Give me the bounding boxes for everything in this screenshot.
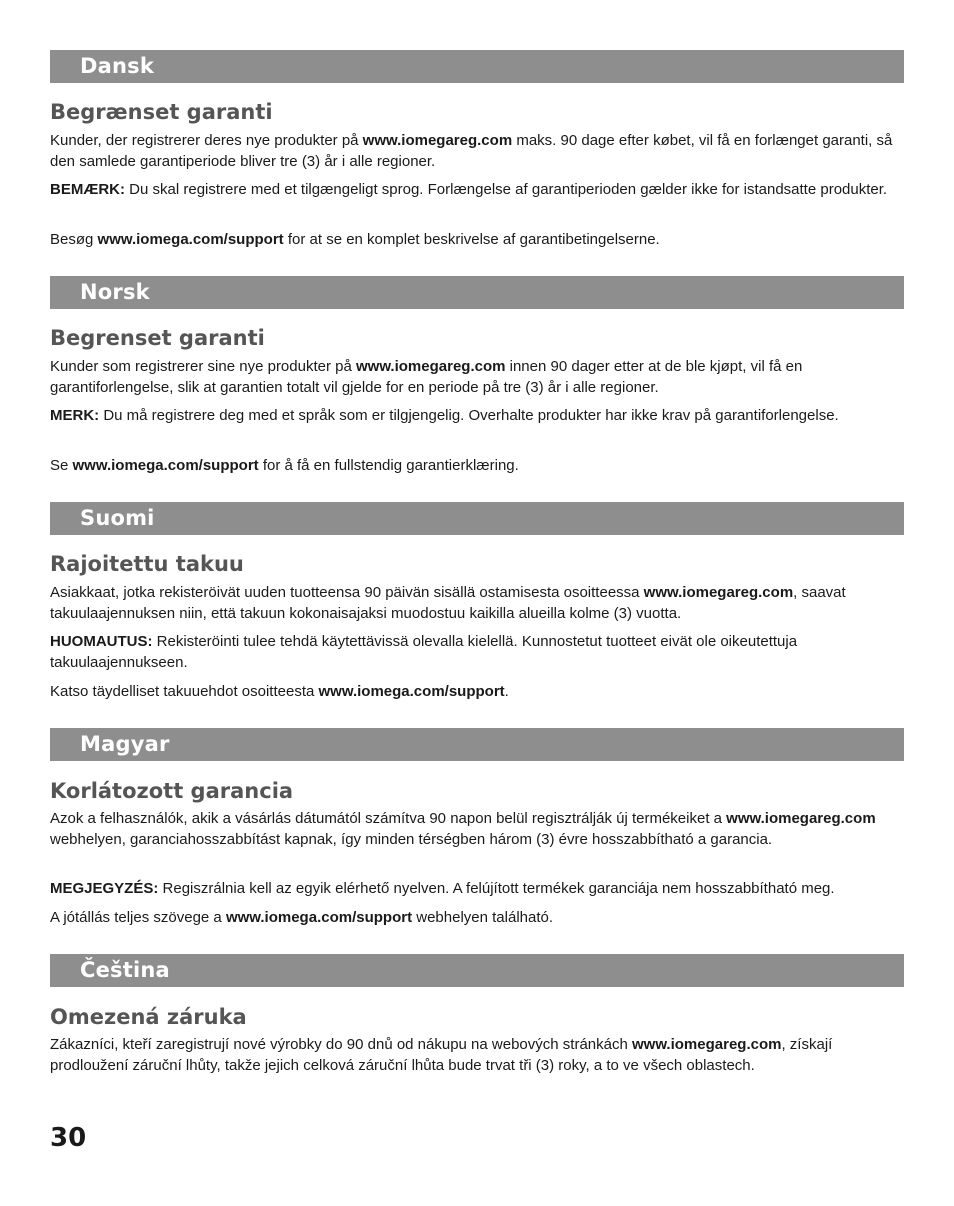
paragraph-norsk-note bbox=[50, 405, 910, 426]
link-iomegareg[interactable]: www.iomegareg.com bbox=[631, 1036, 782, 1053]
text-segment: maks. 90 dage efter købet, vil få en forlænget garanti, så den samlede garantiperiode bliver tre (3) år i alle regioner. bbox=[50, 132, 893, 170]
paragraph-cestina-registration bbox=[50, 1034, 910, 1076]
paragraph-magyar-support bbox=[50, 907, 910, 928]
paragraph-dansk-note bbox=[50, 179, 910, 200]
text-segment: innen 90 dager etter at de ble kjøpt, vil få en garantiforlengelse, slik at garantien totalt vil gjelde for en periode på tre (3) år i alle regioner. bbox=[50, 358, 803, 396]
paragraph-norsk-registration bbox=[50, 356, 910, 398]
link-iomegareg[interactable]: www.iomegareg.com bbox=[643, 584, 794, 601]
text-segment: Asiakkaat, jotka rekisteröivät uuden tuotteensa 90 päivän sisällä ostamisesta osoitteessa bbox=[50, 584, 644, 601]
text-segment: Besøg bbox=[50, 231, 98, 248]
text-segment: for at se en komplet beskrivelse af garantibetingelserne. bbox=[283, 231, 660, 248]
link-iomegareg[interactable]: www.iomegareg.com bbox=[362, 132, 513, 149]
paragraph-suomi-note bbox=[50, 631, 910, 673]
text-segment: Du må registrere deg med et språk som er tilgjengelig. Overhalte produkter har ikke krav på garantiforlengelse. bbox=[99, 407, 839, 424]
text-segment: webhelyen található. bbox=[412, 909, 554, 926]
link-support[interactable]: www.iomega.com/support bbox=[225, 909, 413, 926]
section-header-magyar: Magyar bbox=[50, 728, 904, 761]
text-segment: A jótállás teljes szövege a bbox=[50, 909, 226, 926]
text-segment: Du skal registrere med et tilgængeligt sprog. Forlængelse af garantiperioden gælder ikke for istandsatte produkter. bbox=[125, 181, 888, 198]
text-segment: Katso täydelliset takuuehdot osoitteesta bbox=[50, 683, 319, 700]
note-label: BEMÆRK: bbox=[50, 181, 125, 198]
section-header-cestina: Čeština bbox=[50, 954, 904, 987]
link-support[interactable]: www.iomega.com/support bbox=[97, 231, 284, 248]
link-support[interactable]: www.iomega.com/support bbox=[72, 457, 259, 474]
section-title-dansk: Begrænset garanti bbox=[50, 100, 273, 124]
section-title-suomi: Rajoitettu takuu bbox=[50, 552, 244, 576]
section-title-cestina: Omezená záruka bbox=[50, 1005, 247, 1029]
paragraph-magyar-note bbox=[50, 878, 910, 899]
paragraph-magyar-registration bbox=[50, 808, 910, 850]
text-segment: Regiszrálnia kell az egyik elérhető nyelven. A felújított termékek garanciája nem hosszabbítható meg. bbox=[158, 880, 835, 897]
section-header-suomi: Suomi bbox=[50, 502, 904, 535]
text-segment: Rekisteröinti tulee tehdä käytettävissä olevalla kielellä. Kunnostetut tuotteet eivät ole oikeutettuja takuulaajennukseen. bbox=[50, 633, 798, 671]
paragraph-suomi-support bbox=[50, 681, 910, 702]
section-title-norsk: Begrenset garanti bbox=[50, 326, 265, 350]
section-header-norsk: Norsk bbox=[50, 276, 904, 309]
paragraph-suomi-registration bbox=[50, 582, 910, 624]
section-header-dansk: Dansk bbox=[50, 50, 904, 83]
text-segment: , saavat takuulaajennuksen niin, että takuun kokonaisajaksi muodostuu kaikilla alueilla kolme (3) vuotta. bbox=[50, 584, 846, 622]
link-support[interactable]: www.iomega.com/support bbox=[318, 683, 505, 700]
paragraph-dansk-registration bbox=[50, 130, 910, 172]
text-segment: Se bbox=[50, 457, 73, 474]
text-segment: . bbox=[504, 683, 509, 700]
link-iomegareg[interactable]: www.iomegareg.com bbox=[355, 358, 506, 375]
link-iomegareg[interactable]: www.iomegareg.com bbox=[726, 810, 876, 827]
paragraph-norsk-support bbox=[50, 455, 910, 476]
note-label: MERK: bbox=[50, 407, 100, 424]
text-segment: , získají prodloužení záruční lhůty, takže jejich celková záruční lhůta bude trvat tři (3) roky, a to ve všech oblastech. bbox=[50, 1036, 833, 1074]
note-label: HUOMAUTUS: bbox=[50, 633, 153, 650]
note-label: MEGJEGYZÉS: bbox=[50, 880, 159, 897]
section-title-magyar: Korlátozott garancia bbox=[50, 779, 294, 803]
text-segment: Kunder, der registrerer deres nye produkter på bbox=[50, 132, 363, 149]
text-segment: Kunder som registrerer sine nye produkter på bbox=[50, 358, 356, 375]
page-number: 30 bbox=[50, 1123, 87, 1153]
text-segment: webhelyen, garanciahosszabbítást kapnak, így minden térségben három (3) évre hosszabbítható a garancia. bbox=[50, 831, 773, 848]
text-segment: Zákazníci, kteří zaregistrují nové výrobky do 90 dnů od nákupu na webových stránkách bbox=[50, 1036, 632, 1053]
paragraph-dansk-support bbox=[50, 229, 910, 250]
text-segment: Azok a felhasználók, akik a vásárlás dátumától számítva 90 napon belül regisztrálják új termékeiket a bbox=[50, 810, 727, 827]
text-segment: for å få en fullstendig garantierklæring. bbox=[258, 457, 519, 474]
